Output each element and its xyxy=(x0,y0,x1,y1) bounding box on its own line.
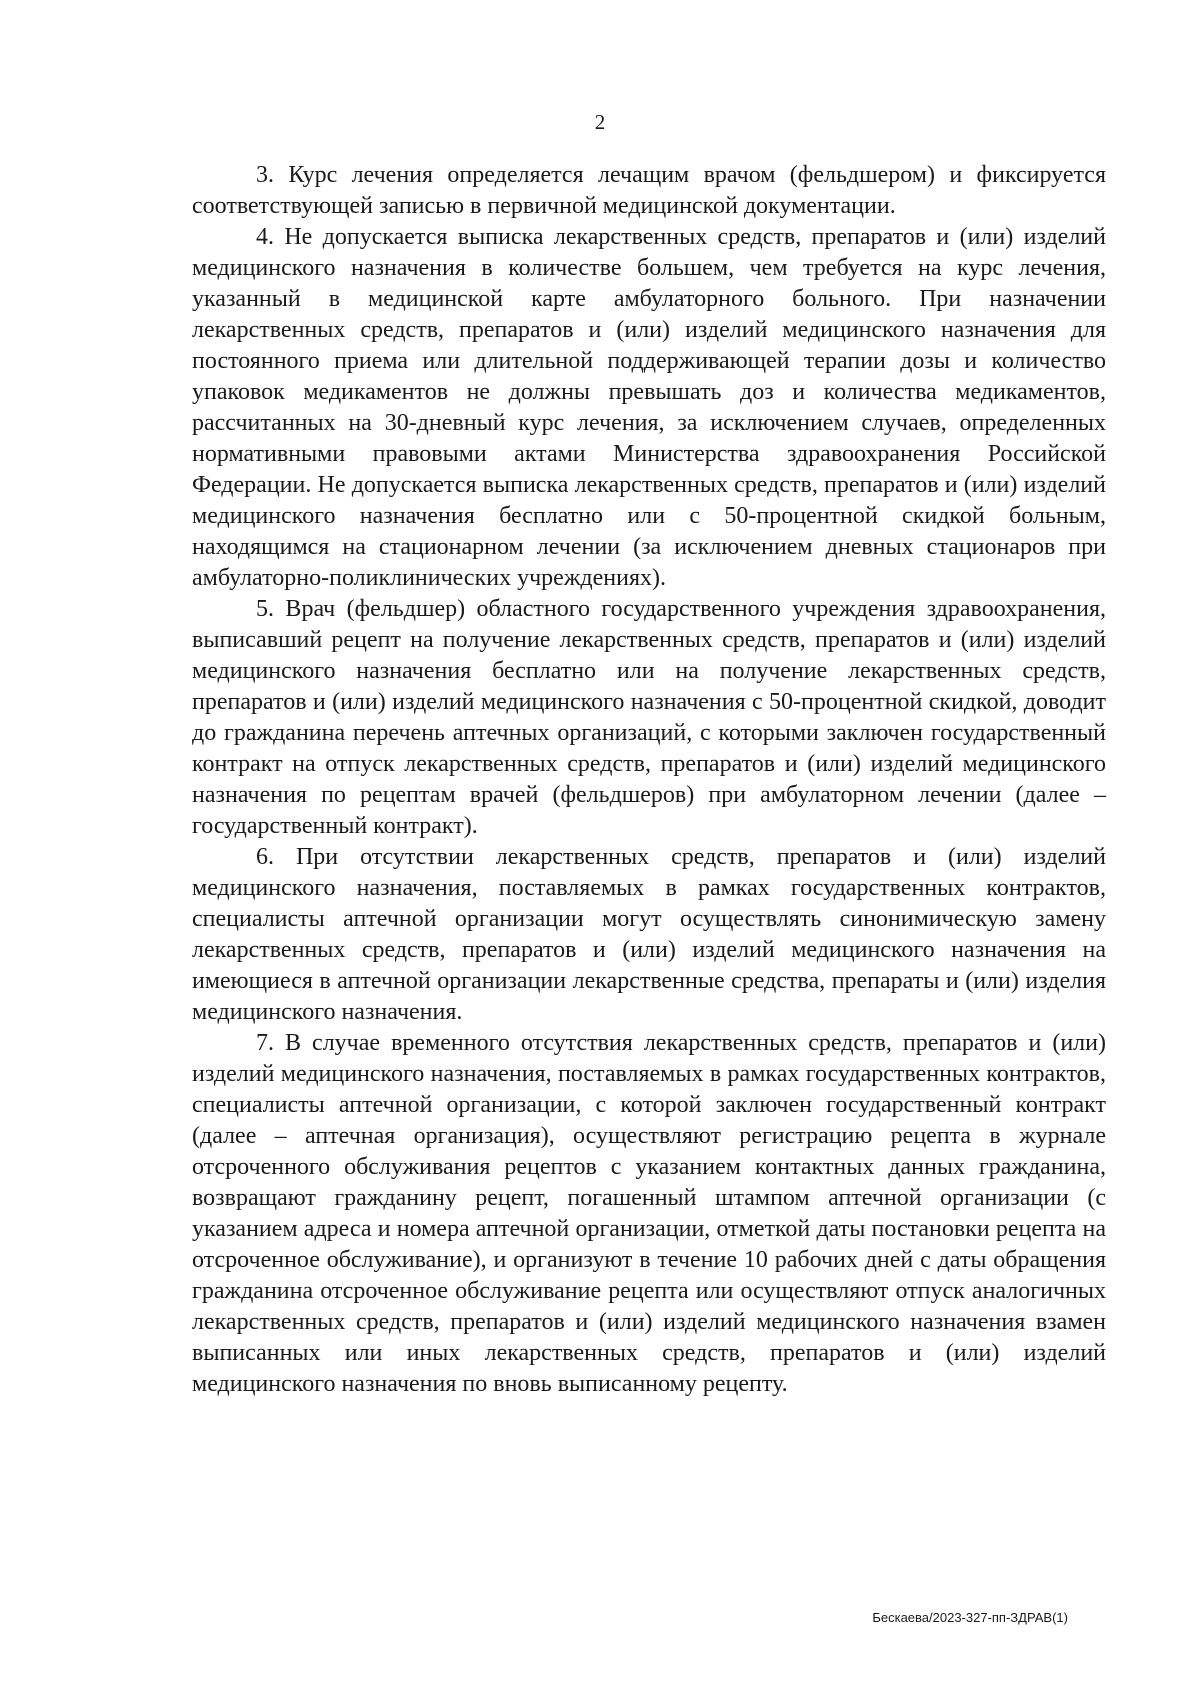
document-footer-reference: Бескаева/2023-327-пп-ЗДРАВ(1) xyxy=(872,1610,1068,1625)
paragraph-4: 4. Не допускается выписка лекарственных средств, препаратов и (или) изделий медицинского назначения в количестве большем, чем требуется на курс лечения, указанный в медицинской карте амбулаторного больного. При назначении лекарственных средств, препаратов и (или) изделий медицинского назначения для постоянного приема или длительной поддерживающей терапии дозы и количество упаковок медикаментов не должны превышать доз и количества медикаментов, рассчитанных на 30-дневный курс лечения, за исключением случаев, определенных нормативными правовыми актами Министерства здравоохранения Российской Федерации. Не допускается выписка лекарственных средств, препаратов и (или) изделий медицинского назначения бесплатно или с 50-процентной скидкой больным, находящимся на стационарном лечении (за исключением дневных стационаров при амбулаторно-поликлинических учреждениях). xyxy=(192,224,1106,591)
paragraph-7: 7. В случае временного отсутствия лекарственных средств, препаратов и (или) изделий медицинского назначения, поставляемых в рамках государственных контрактов, специалисты аптечной организации, с которой заключен государственный контракт (далее – аптечная организация), осуществляют регистрацию рецепта в журнале отсроченного обслуживания рецептов с указанием контактных данных гражданина, возвращают гражданину рецепт, погашенный штампом аптечной организации (с указанием адреса и номера аптечной организации, отметкой даты постановки рецепта на отсроченное обслуживание), и организуют в течение 10 рабочих дней с даты обращения гражданина отсроченное обслуживание рецепта или осуществляют отпуск аналогичных лекарственных средств, препаратов и (или) изделий медицинского назначения взамен выписанных или иных лекарственных средств, препаратов и (или) изделий медицинского назначения по вновь выписанному рецепту. xyxy=(192,1030,1106,1397)
paragraph-5: 5. Врач (фельдшер) областного государственного учреждения здравоохранения, выписавший рецепт на получение лекарственных средств, препаратов и (или) изделий медицинского назначения бесплатно или на получение лекарственных средств, препаратов и (или) изделий медицинского назначения с 50-процентной скидкой, доводит до гражданина перечень аптечных организаций, с которыми заключен государственный контракт на отпуск лекарственных средств, препаратов и (или) изделий медицинского назначения по рецептам врачей (фельдшеров) при амбулаторном лечении (далее – государственный контракт). xyxy=(192,596,1106,839)
page-number: 2 xyxy=(594,110,606,134)
paragraph-3: 3. Курс лечения определяется лечащим врачом (фельдшером) и фиксируется соответствующей записью в первичной медицинской документации. xyxy=(192,162,1106,219)
document-body xyxy=(192,160,1106,1400)
paragraph-6: 6. При отсутствии лекарственных средств, препаратов и (или) изделий медицинского назначения, поставляемых в рамках государственных контрактов, специалисты аптечной организации могут осуществлять синонимическую замену лекарственных средств, препаратов и (или) изделий медицинского назначения на имеющиеся в аптечной организации лекарственные средства, препараты и (или) изделия медицинского назначения. xyxy=(192,844,1106,1025)
